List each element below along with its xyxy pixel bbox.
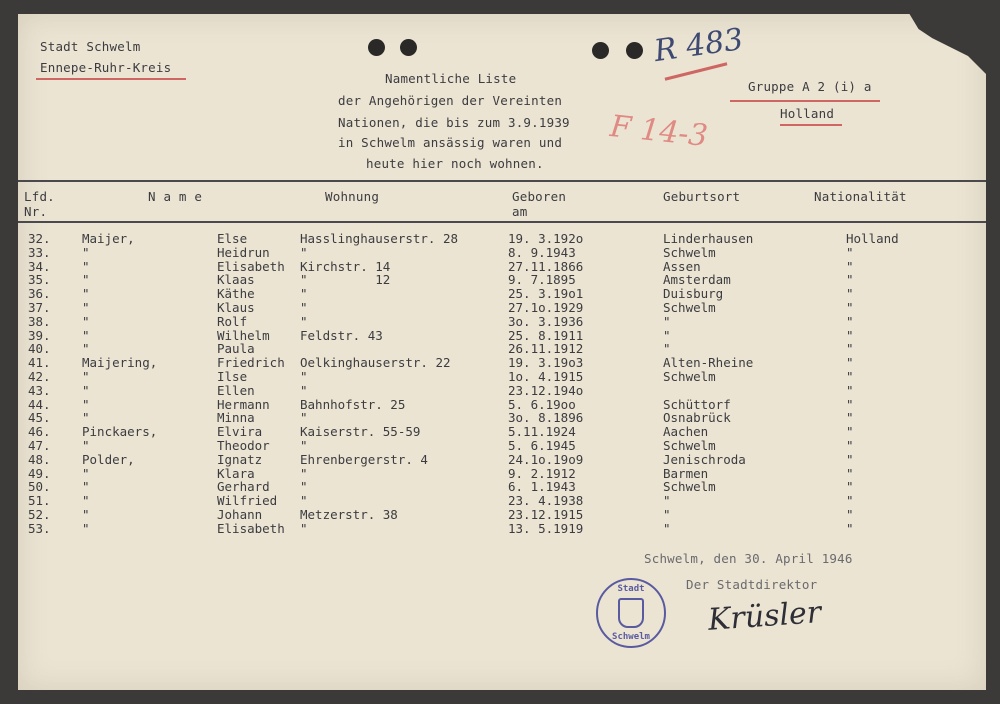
torn-corner (896, 14, 986, 74)
signer-title: Der Stadtdirektor (686, 577, 818, 592)
cell-nat: " (846, 479, 854, 495)
cell-place: " (663, 493, 671, 509)
cell-nr: 46. (28, 424, 51, 440)
cell-nat: " (846, 286, 854, 302)
cell-surname: " (82, 382, 90, 398)
cell-nr: 52. (28, 507, 51, 522)
cell-place: Alten-Rheine (663, 355, 754, 371)
cell-nr: 51. (28, 493, 51, 509)
cell-addr: " (300, 244, 308, 260)
signature: Krüsler (706, 595, 823, 638)
cell-nr: 38. (28, 313, 51, 329)
cell-surname: " (82, 327, 90, 343)
cell-first: Rolf (217, 313, 248, 329)
punch-hole (400, 39, 417, 56)
cell-nr: 37. (28, 300, 51, 315)
punch-hole (368, 39, 385, 56)
cell-nat: " (846, 451, 854, 467)
cell-surname: Polder, (82, 451, 135, 467)
cell-nat: " (846, 369, 854, 384)
cell-nr: 48. (28, 451, 51, 467)
cell-first: Else (217, 231, 248, 246)
cell-surname: Pinckaers, (82, 424, 158, 440)
cell-surname: " (82, 244, 90, 260)
header-wohnung: Wohnung (325, 189, 380, 204)
cell-nat: " (846, 244, 854, 260)
cell-nat: " (846, 382, 854, 398)
cell-born: 24.1o.19o9 (508, 451, 584, 467)
cell-surname: " (82, 396, 90, 412)
cell-born: 9. 7.1895 (508, 272, 576, 288)
cell-nr: 53. (28, 520, 51, 536)
cell-first: Minna (217, 410, 255, 426)
title-line: heute hier noch wohnen. (366, 156, 544, 171)
cell-place: " (663, 520, 671, 536)
cell-place: Barmen (663, 465, 709, 481)
title-line: Namentliche Liste (385, 71, 517, 86)
cell-nat: " (846, 396, 854, 412)
cell-first: Wilfried (217, 493, 278, 509)
cell-first: Ellen (217, 382, 255, 398)
cell-nr: 43. (28, 382, 51, 398)
cell-addr: " (300, 313, 308, 329)
cell-nr: 44. (28, 396, 51, 412)
cell-nr: 50. (28, 479, 51, 495)
cell-place: Schwelm (663, 438, 716, 453)
coat-of-arms-icon (618, 598, 644, 628)
cell-nat: " (846, 438, 854, 453)
handwritten-reference: R 483 (651, 21, 746, 70)
cell-nat: " (846, 507, 854, 522)
cell-surname: " (82, 286, 90, 302)
punch-hole (626, 42, 643, 59)
cell-addr: Oelkinghauserstr. 22 (300, 355, 451, 371)
cell-first: Klaus (217, 300, 255, 315)
cell-addr: " (300, 520, 308, 536)
cell-first: Ilse (217, 369, 248, 384)
cell-addr: " (300, 493, 308, 509)
sender-city: Stadt Schwelm (40, 39, 141, 54)
cell-first: Wilhelm (217, 327, 270, 343)
cell-place: Schwelm (663, 479, 716, 495)
cell-nat: " (846, 341, 854, 357)
header-nationalitaet: Nationalität (814, 189, 907, 204)
cell-nat: " (846, 258, 854, 274)
cell-place: Linderhausen (663, 231, 754, 246)
cell-surname: " (82, 493, 90, 509)
document-page (18, 14, 986, 690)
cell-born: 3o. 3.1936 (508, 313, 584, 329)
cell-addr: " (300, 286, 308, 302)
cell-born: 23.12.1915 (508, 507, 584, 522)
cell-surname: " (82, 300, 90, 315)
cell-addr: Feldstr. 43 (300, 327, 383, 343)
cell-place: Assen (663, 258, 701, 274)
cell-addr: " 12 (300, 272, 391, 288)
cell-born: 19. 3.192o (508, 231, 584, 246)
cell-nat: " (846, 424, 854, 440)
cell-nr: 39. (28, 327, 51, 343)
cell-place: " (663, 507, 671, 522)
cell-surname: " (82, 507, 90, 522)
underline (780, 124, 842, 126)
cell-born: 9. 2.1912 (508, 465, 576, 481)
cell-surname: " (82, 272, 90, 288)
cell-first: Klara (217, 465, 255, 481)
header-nr: Lfd. Nr. (24, 189, 55, 219)
cell-place: " (663, 327, 671, 343)
stamp-text: Stadt (617, 584, 645, 594)
cell-nr: 33. (28, 244, 51, 260)
cell-addr: Kirchstr. 14 (300, 258, 391, 274)
cell-nat: " (846, 465, 854, 481)
cell-nat: " (846, 313, 854, 329)
cell-born: 19. 3.19o3 (508, 355, 584, 371)
cell-addr: " (300, 438, 308, 453)
cell-addr: " (300, 369, 308, 384)
cell-born: 13. 5.1919 (508, 520, 584, 536)
cell-surname: Maijer, (82, 231, 135, 246)
city-stamp (596, 578, 666, 648)
cell-born: 3o. 8.1896 (508, 410, 584, 426)
sender-district: Ennepe-Ruhr-Kreis (40, 60, 172, 75)
cell-place: Amsterdam (663, 272, 731, 288)
underline (730, 100, 880, 102)
cell-place: Schüttorf (663, 396, 731, 412)
cell-nr: 36. (28, 286, 51, 302)
cell-addr: Metzerstr. 38 (300, 507, 398, 522)
cell-nr: 35. (28, 272, 51, 288)
cell-place: " (663, 313, 671, 329)
cell-first: Gerhard (217, 479, 270, 495)
table-header-rule (18, 221, 986, 223)
cell-nat: " (846, 300, 854, 315)
cell-nr: 41. (28, 355, 51, 371)
cell-first: Elisabeth (217, 520, 285, 536)
cell-nr: 49. (28, 465, 51, 481)
cell-first: Elvira (217, 424, 263, 440)
cell-born: 26.11.1912 (508, 341, 584, 357)
table-top-rule (18, 180, 986, 182)
cell-addr: " (300, 465, 308, 481)
title-line: in Schwelm ansässig waren und (338, 135, 563, 150)
cell-place: Schwelm (663, 300, 716, 315)
handwritten-mark: F 14-3 (608, 108, 710, 155)
title-line: der Angehörigen der Vereinten (338, 93, 563, 108)
cell-nat: " (846, 272, 854, 288)
cell-surname: " (82, 438, 90, 453)
cell-nr: 47. (28, 438, 51, 453)
cell-born: 23. 4.1938 (508, 493, 584, 509)
group-label: Gruppe A 2 (i) a (748, 79, 872, 94)
cell-surname: " (82, 479, 90, 495)
cell-nr: 40. (28, 341, 51, 357)
cell-surname: " (82, 410, 90, 426)
cell-first: Friedrich (217, 355, 285, 371)
cell-addr: Ehrenbergerstr. 4 (300, 451, 428, 467)
cell-first: Klaas (217, 272, 255, 288)
cell-nr: 45. (28, 410, 51, 426)
cell-place: Schwelm (663, 369, 716, 384)
cell-first: Hermann (217, 396, 270, 412)
cell-addr: " (300, 382, 308, 398)
cell-addr: Hasslinghauserstr. 28 (300, 231, 459, 246)
cell-born: 27.11.1866 (508, 258, 584, 274)
cell-born: 5.11.1924 (508, 424, 576, 440)
cell-nat: " (846, 493, 854, 509)
cell-place: Jenischroda (663, 451, 746, 467)
cell-born: 25. 3.19o1 (508, 286, 584, 302)
cell-nr: 32. (28, 231, 51, 246)
cell-surname: Maijering, (82, 355, 158, 371)
underline (36, 78, 186, 80)
title-line: Nationen, die bis zum 3.9.1939 (338, 115, 570, 130)
nationality-group: Holland (780, 106, 835, 121)
cell-first: Ignatz (217, 451, 263, 467)
cell-first: Elisabeth (217, 258, 285, 274)
cell-nat: " (846, 327, 854, 343)
place-date: Schwelm, den 30. April 1946 (644, 551, 853, 566)
cell-nat: Holland (846, 231, 899, 246)
stamp-text: Schwelm (612, 632, 650, 642)
cell-surname: " (82, 258, 90, 274)
cell-born: 25. 8.1911 (508, 327, 584, 343)
cell-surname: " (82, 313, 90, 329)
cell-nr: 34. (28, 258, 51, 274)
cell-born: 5. 6.1945 (508, 438, 576, 453)
cell-place: Aachen (663, 424, 709, 440)
header-geburtsort: Geburtsort (663, 189, 741, 204)
cell-surname: " (82, 341, 90, 357)
header-name: N a m e (148, 189, 203, 204)
cell-place: Duisburg (663, 286, 724, 302)
cell-born: 23.12.194o (508, 382, 584, 398)
cell-surname: " (82, 465, 90, 481)
cell-nat: " (846, 520, 854, 536)
cell-born: 8. 9.1943 (508, 244, 576, 260)
cell-addr: " (300, 410, 308, 426)
cell-addr: " (300, 300, 308, 315)
cell-born: 27.1o.1929 (508, 300, 584, 315)
cell-first: Käthe (217, 286, 255, 302)
cell-surname: " (82, 369, 90, 384)
cell-place: Osnabrück (663, 410, 731, 426)
cell-surname: " (82, 520, 90, 536)
cell-place: Schwelm (663, 244, 716, 260)
cell-nat: " (846, 410, 854, 426)
cell-addr: " (300, 479, 308, 495)
cell-first: Heidrun (217, 244, 270, 260)
cell-first: Paula (217, 341, 255, 357)
header-geboren: Geboren am (512, 189, 567, 219)
cell-first: Johann (217, 507, 263, 522)
cell-born: 1o. 4.1915 (508, 369, 584, 384)
cell-place: " (663, 341, 671, 357)
cell-born: 5. 6.19oo (508, 396, 576, 412)
cell-first: Theodor (217, 438, 270, 453)
cell-addr: Kaiserstr. 55-59 (300, 424, 421, 440)
cell-nat: " (846, 355, 854, 371)
cell-addr: Bahnhofstr. 25 (300, 396, 406, 412)
punch-hole (592, 42, 609, 59)
cell-nr: 42. (28, 369, 51, 384)
cell-born: 6. 1.1943 (508, 479, 576, 495)
